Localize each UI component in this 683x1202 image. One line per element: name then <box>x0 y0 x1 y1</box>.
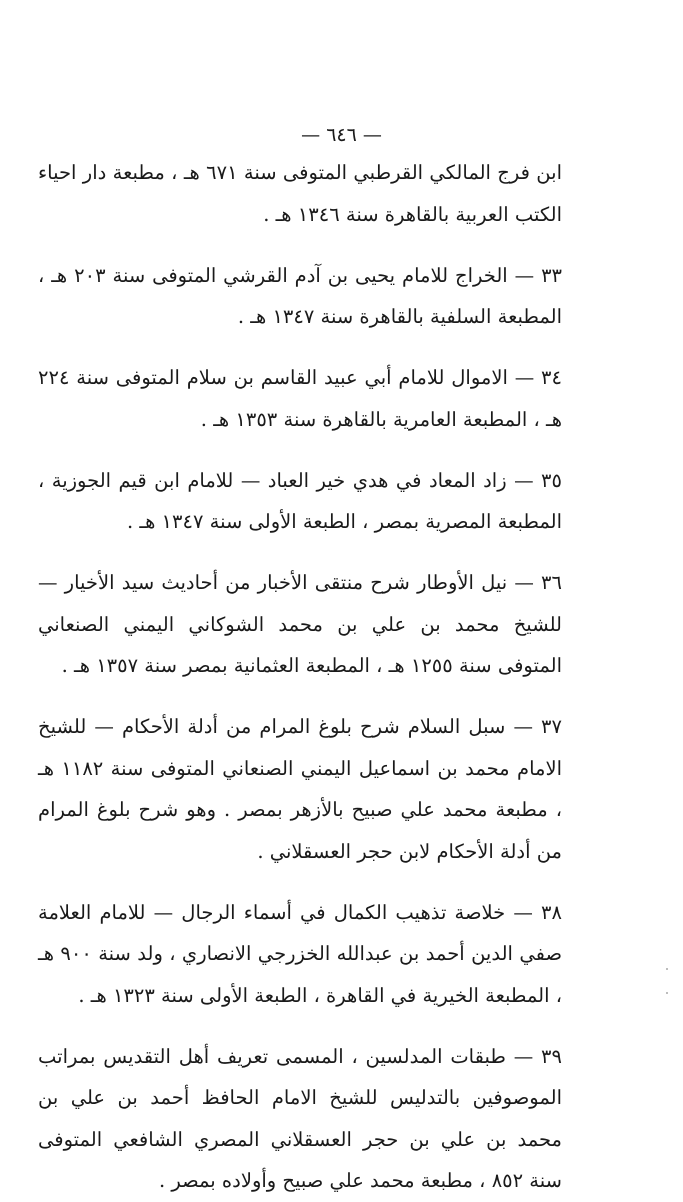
bibliography-entry-35: ٣٥ — زاد المعاد في هدي خير العباد — للامام ابن قيم الجوزية ، المطبعة المصرية بمصر ، الطبعة الأولى سنة ١٣٤٧ هـ . <box>38 468 562 533</box>
bibliography-list <box>38 152 562 1202</box>
scan-speck <box>666 992 668 994</box>
bibliography-entry-36: ٣٦ — نيل الأوطار شرح منتقى الأخبار من أحاديث سيد الأخيار — للشيخ محمد بن علي بن محمد الشوكاني اليمني الصنعاني المتوفى سنة ١٢٥٥ هـ ، المطبعة العثمانية بمصر سنة ١٣٥٧ هـ . <box>38 571 562 677</box>
bibliography-entry-33: ٣٣ — الخراج للامام يحيى بن آدم القرشي المتوفى سنة ٢٠٣ هـ ، المطبعة السلفية بالقاهرة سنة ١٣٤٧ هـ . <box>38 263 563 328</box>
bibliography-entry-38: ٣٨ — خلاصة تذهيب الكمال في أسماء الرجال — للامام العلامة صفي الدين أحمد بن عبدالله الخزرجي الانصاري ، ولد سنة ٩٠٠ هـ ، المطبعة الخيرية في القاهرة ، الطبعة الأولى سنة ١٣٢٣ هـ . <box>38 900 562 1007</box>
page-number: — ٦٤٦ — <box>301 124 382 146</box>
scan-speck <box>666 968 668 970</box>
bibliography-entry-32-continued: ابن فرج المالكي القرطبي المتوفى سنة ٦٧١ هـ ، مطبعة دار احياء الكتب العربية بالقاهرة سنة ١٣٤٦ هـ . <box>38 161 562 226</box>
bibliography-entry-34: ٣٤ — الاموال للامام أبي عبيد القاسم بن سلام المتوفى سنة ٢٢٤ هـ ، المطبعة العامرية بالقاهرة سنة ١٣٥٣ هـ . <box>38 366 562 431</box>
bibliography-entry-37: ٣٧ — سبل السلام شرح بلوغ المرام من أدلة الأحكام — للشيخ الامام محمد بن اسماعيل اليمني الصنعاني المتوفى سنة ١١٨٢ هـ ، مطبعة محمد علي صبيح بالأزهر بمصر . وهو شرح بلوغ المرام من أدلة الأحكام لابن حجر العسقلاني . <box>38 715 562 863</box>
bibliography-entry-39: ٣٩ — طبقات المدلسين ، المسمى تعريف أهل التقديس بمراتب الموصوفين بالتدليس للشيخ الامام الحافظ أحمد بن علي بن محمد بن علي بن حجر العسقلاني المصري الشافعي المتوفى سنة ٨٥٢ ، مطبعة محمد علي صبيح وأولاده بمصر . <box>38 1044 562 1192</box>
